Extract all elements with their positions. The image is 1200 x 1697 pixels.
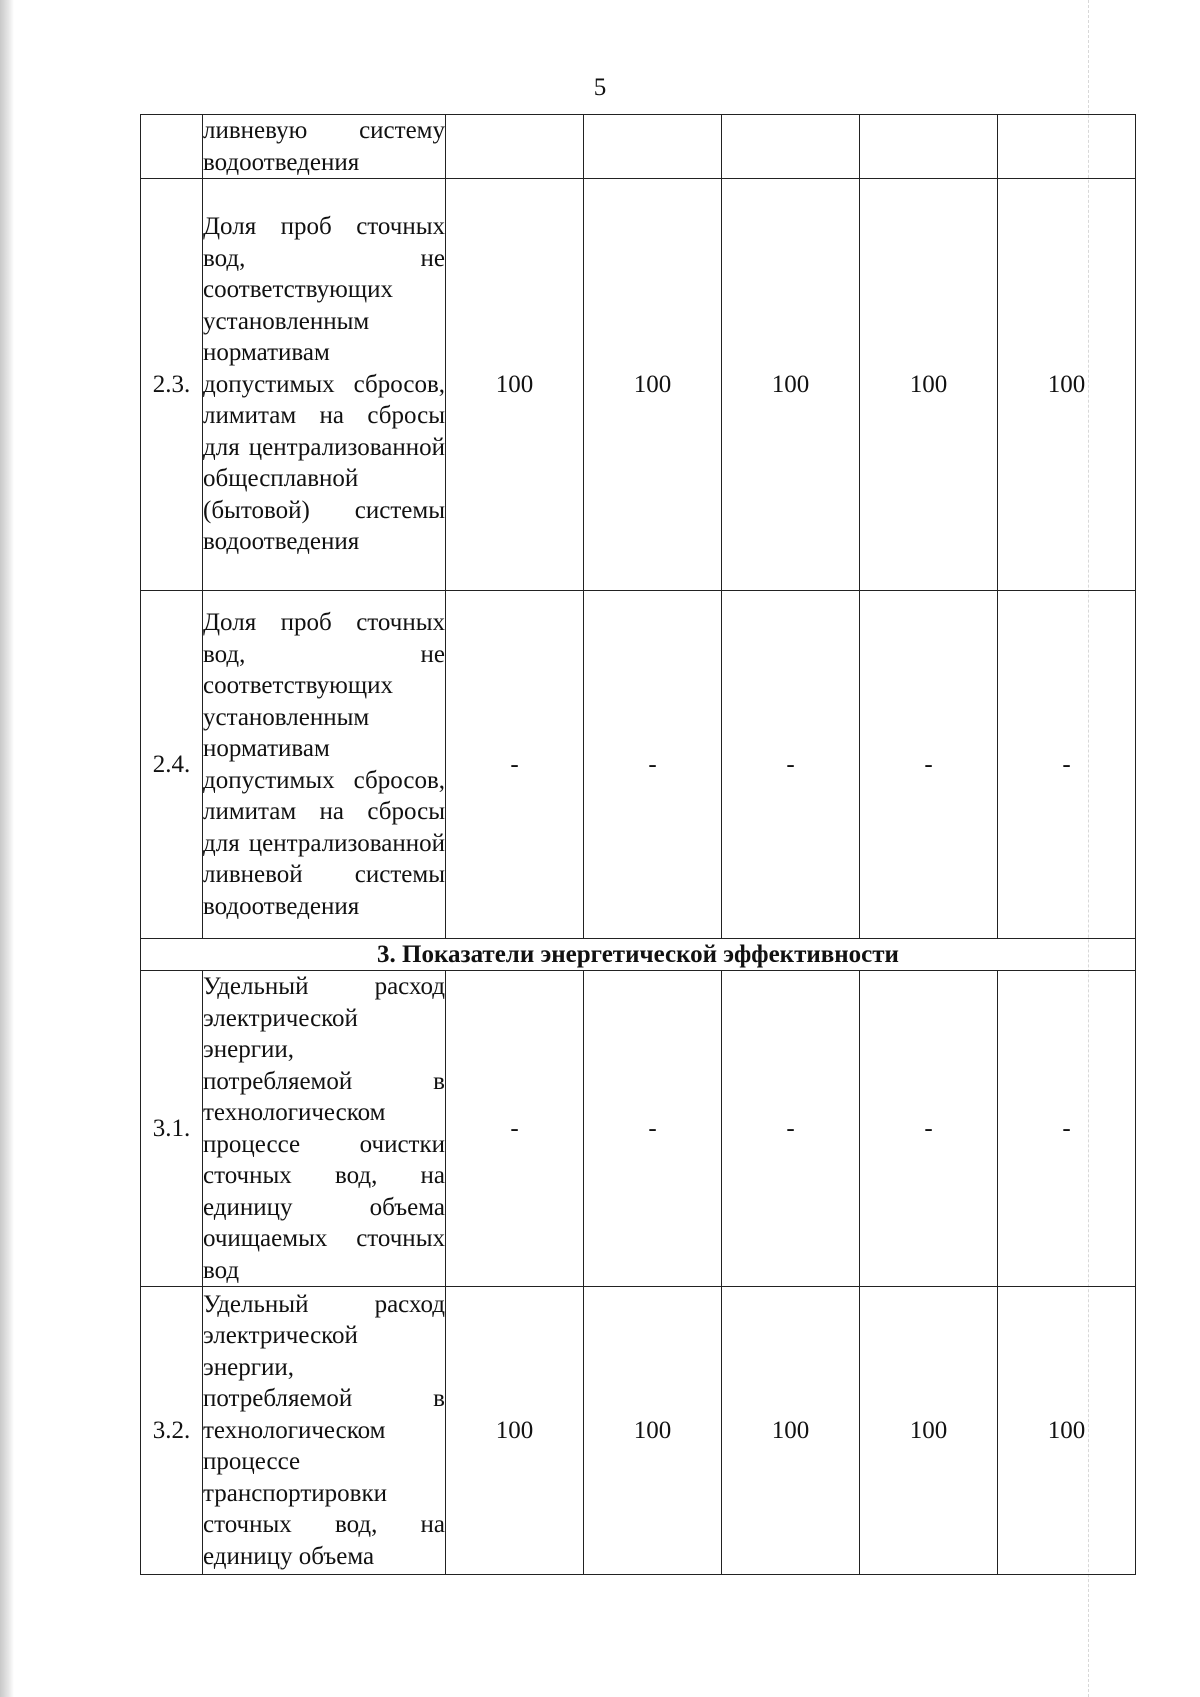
value-cell [446,115,584,179]
value-cell: 100 [584,179,722,591]
value-cell: - [446,591,584,939]
row-number-cell: 2.3. [141,179,203,591]
value-cell: - [722,591,860,939]
page-number: 5 [593,74,607,101]
value-cell [584,115,722,179]
table-row [141,179,1136,591]
value-cell: 100 [998,179,1136,591]
value-cell: - [584,971,722,1287]
value-cell [860,115,998,179]
value-cell: - [998,971,1136,1287]
row-number-cell: 3.2. [141,1287,203,1575]
indicator-name-cell: Удельный расход электрической энергии, потребляемой в технологическом процессе очистки сточных вод, на единицу объема очищаемых сточных вод [203,971,446,1287]
table-row [141,1287,1136,1575]
value-cell: 100 [584,1287,722,1575]
value-cell: - [584,591,722,939]
section-title: 3. Показатели энергетической эффективности [141,939,1136,971]
value-cell: - [446,971,584,1287]
table-row [141,115,1136,179]
table-row [141,971,1136,1287]
value-cell: 100 [722,179,860,591]
value-cell: - [860,971,998,1287]
value-cell [722,115,860,179]
value-cell: 100 [446,1287,584,1575]
value-cell: 100 [860,179,998,591]
value-cell: 100 [722,1287,860,1575]
table-row [141,591,1136,939]
value-cell: - [722,971,860,1287]
indicator-name-cell: Удельный расход электрической энергии, потребляемой в технологическом процессе транспортировки сточных вод, на единицу объема [203,1287,446,1575]
row-number-cell: 2.4. [141,591,203,939]
value-cell: 100 [860,1287,998,1575]
value-cell: - [998,591,1136,939]
indicator-name-cell: Доля проб сточных вод, не соответствующих установленным нормативам допустимых сбросов, лимитам на сбросы для централизованной общесплавной (бытовой) системы водоотведения [203,179,446,591]
value-cell: 100 [998,1287,1136,1575]
value-cell: 100 [446,179,584,591]
row-number-cell: 3.1. [141,971,203,1287]
scan-edge-shadow [0,0,14,1697]
value-cell: - [860,591,998,939]
indicator-name-cell: ливневую систему водоотведения [203,115,446,179]
value-cell [998,115,1136,179]
row-number-cell [141,115,203,179]
indicators-table [140,114,1136,1575]
section-header-row [141,939,1136,971]
indicator-name-cell: Доля проб сточных вод, не соответствующих установленным нормативам допустимых сбросов, лимитам на сбросы для централизованной ливневой системы водоотведения [203,591,446,939]
